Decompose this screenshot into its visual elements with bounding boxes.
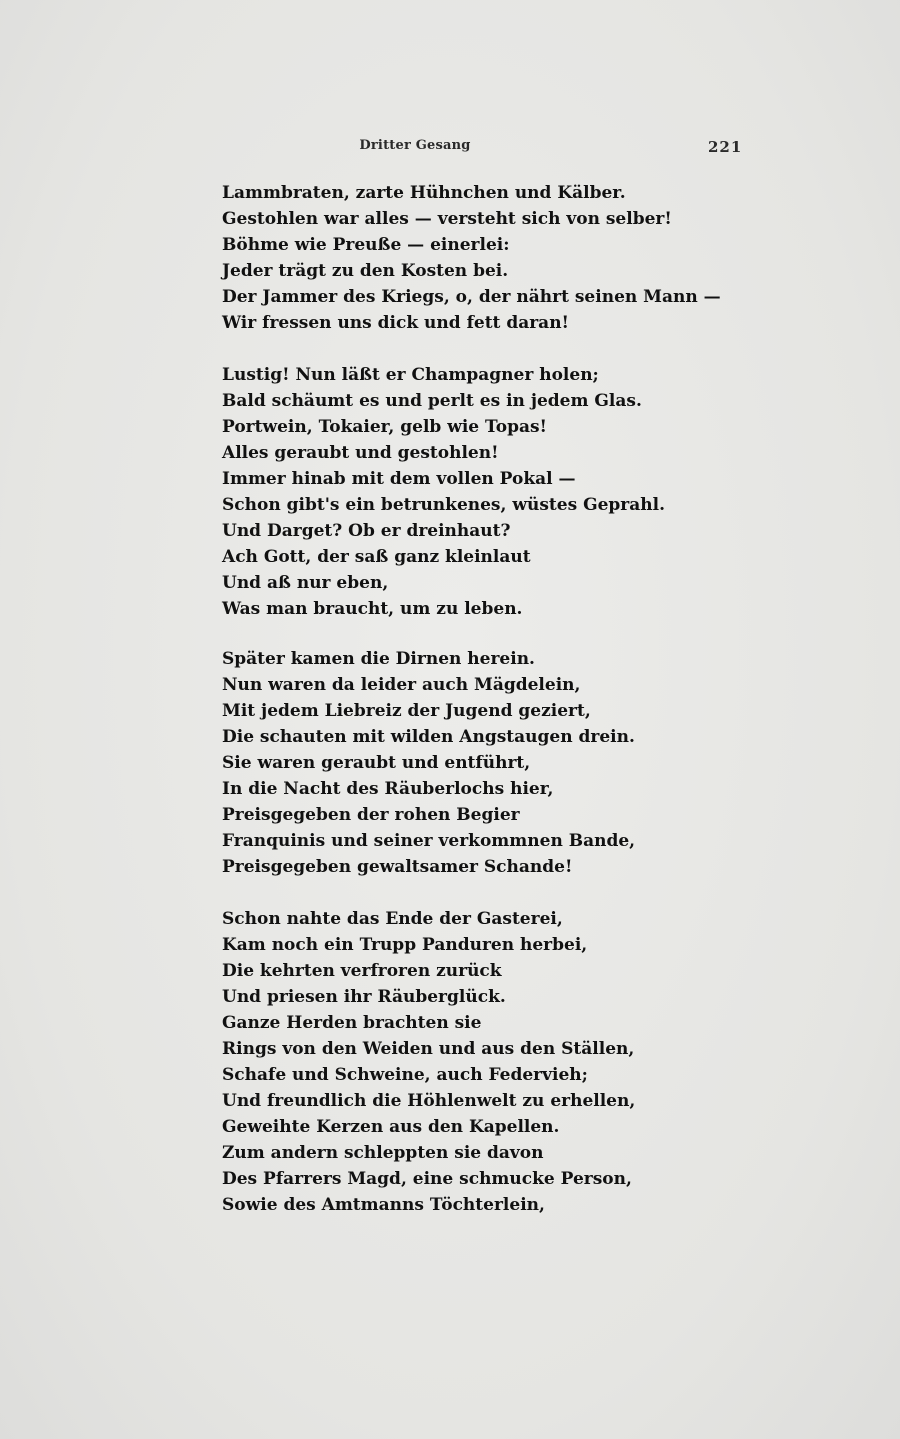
verse-line: Jeder trägt zu den Kosten bei. bbox=[222, 261, 509, 281]
verse-line: Des Pfarrers Magd, eine schmucke Person, bbox=[222, 1169, 632, 1189]
verse-line: Immer hinab mit dem vollen Pokal — bbox=[222, 469, 576, 489]
verse-line: Was man braucht, um zu leben. bbox=[222, 599, 523, 619]
verse-line: Portwein, Tokaier, gelb wie Topas! bbox=[222, 417, 548, 437]
running-title: Dritter Gesang bbox=[359, 138, 471, 153]
verse-line: Franquinis und seiner verkommnen Bande, bbox=[222, 831, 636, 851]
stanza-2 bbox=[222, 362, 782, 622]
verse-line: Lustig! Nun läßt er Champagner holen; bbox=[222, 365, 599, 385]
verse-line: Sie waren geraubt und entführt, bbox=[222, 753, 531, 773]
running-head bbox=[0, 138, 900, 162]
verse-line: Zum andern schleppten sie davon bbox=[222, 1143, 544, 1163]
verse-line: Lammbraten, zarte Hühnchen und Kälber. bbox=[222, 183, 626, 203]
verse-line: Später kamen die Dirnen herein. bbox=[222, 649, 535, 669]
verse-line: Preisgegeben der rohen Begier bbox=[222, 805, 520, 825]
verse-line: Die kehrten verfroren zurück bbox=[222, 961, 502, 981]
stanza-1 bbox=[222, 180, 782, 336]
verse-line: Sowie des Amtmanns Töchterlein, bbox=[222, 1195, 545, 1215]
verse-line: Ach Gott, der saß ganz kleinlaut bbox=[222, 547, 531, 567]
verse-line: Die schauten mit wilden Angstaugen drein. bbox=[222, 727, 635, 747]
verse-line: Nun waren da leider auch Mägdelein, bbox=[222, 675, 581, 695]
page-number: 221 bbox=[708, 138, 743, 156]
verse-line: Gestohlen war alles — versteht sich von selber! bbox=[222, 209, 672, 229]
verse-line: Ganze Herden brachten sie bbox=[222, 1013, 482, 1033]
verse-line: Mit jedem Liebreiz der Jugend geziert, bbox=[222, 701, 591, 721]
verse-line: Schafe und Schweine, auch Federvieh; bbox=[222, 1065, 588, 1085]
verse-line: Schon nahte das Ende der Gasterei, bbox=[222, 909, 563, 929]
verse-line: Der Jammer des Kriegs, o, der nährt seinen Mann — bbox=[222, 287, 721, 307]
verse-line: Und priesen ihr Räuberglück. bbox=[222, 987, 506, 1007]
verse-line: Geweihte Kerzen aus den Kapellen. bbox=[222, 1117, 560, 1137]
poem-text bbox=[222, 180, 782, 1244]
verse-line: Böhme wie Preuße — einerlei: bbox=[222, 235, 510, 255]
verse-line: In die Nacht des Räuberlochs hier, bbox=[222, 779, 554, 799]
verse-line: Und aß nur eben, bbox=[222, 573, 389, 593]
verse-line: Und Darget? Ob er dreinhaut? bbox=[222, 521, 511, 541]
stanza-3 bbox=[222, 646, 782, 880]
verse-line: Und freundlich die Höhlenwelt zu erhellen, bbox=[222, 1091, 636, 1111]
verse-line: Preisgegeben gewaltsamer Schande! bbox=[222, 857, 573, 877]
stanza-4 bbox=[222, 906, 782, 1218]
verse-line: Kam noch ein Trupp Panduren herbei, bbox=[222, 935, 588, 955]
verse-line: Schon gibt's ein betrunkenes, wüstes Geprahl. bbox=[222, 495, 665, 515]
verse-line: Bald schäumt es und perlt es in jedem Glas. bbox=[222, 391, 642, 411]
verse-line: Rings von den Weiden und aus den Ställen, bbox=[222, 1039, 635, 1059]
verse-line: Alles geraubt und gestohlen! bbox=[222, 443, 499, 463]
verse-line: Wir fressen uns dick und fett daran! bbox=[222, 313, 570, 333]
